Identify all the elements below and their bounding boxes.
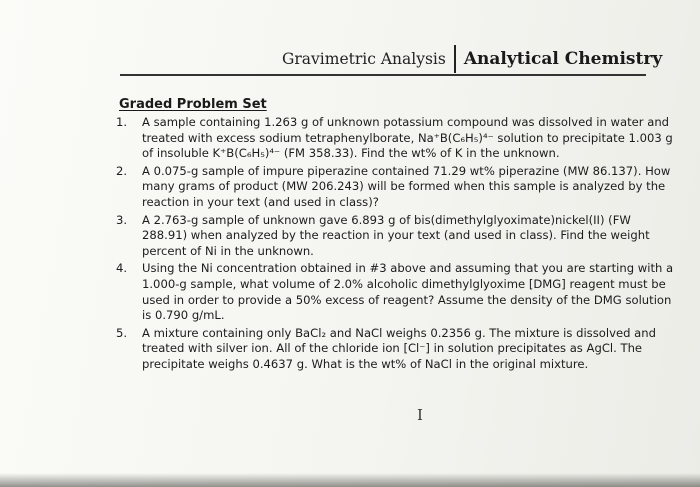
problem-text: A sample containing 1.263 g of unknown potassium compound was dissolved in water and treated with excess sodium tetraphenylborate, Na⁺B(C₆H₅)⁴⁻ solution to precipitate 1.003 g of insoluble K⁺B(C₆H₅)⁴⁻ (FM 358.33). Find the wt% of K in the unknown. <box>142 115 673 161</box>
section-title: Graded Problem Set <box>119 97 267 112</box>
problem-item <box>116 326 676 373</box>
problem-item <box>116 261 676 323</box>
text-cursor-icon: I <box>417 406 423 424</box>
problem-number: 4. <box>116 261 128 276</box>
problem-item <box>116 213 676 260</box>
problem-number: 1. <box>116 115 128 129</box>
page-bottom-shadow <box>0 473 700 487</box>
header-topic: Gravimetric Analysis <box>282 50 446 68</box>
header-divider <box>454 45 456 73</box>
problem-text: A 0.075-g sample of impure piperazine contained 71.29 wt% piperazine (MW 86.137). How many grams of product (MW 206.243) will be formed when this sample is analyzed by the reaction in your text (and used in class)? <box>142 163 671 209</box>
problem-number: 5. <box>116 325 128 340</box>
problem-number: 2. <box>116 163 128 178</box>
problem-text: A 2.763-g sample of unknown gave 6.893 g of bis(dimethylglyoximate)nickel(II) (FW 288.91) when analyzed by the reaction in your text (and used in class). Find the weight percent of Ni in the unknown. <box>142 212 650 258</box>
problem-number: 3. <box>116 212 128 227</box>
problem-item <box>116 115 676 162</box>
page-header <box>282 44 662 74</box>
header-rule <box>120 74 646 76</box>
header-course: Analytical Chemistry <box>463 49 663 69</box>
problem-text: A mixture containing only BaCl₂ and NaCl weighs 0.2356 g. The mixture is dissolved and treated with silver ion. All of the chloride ion [Cl⁻] in solution precipitates as AgCl. The precipitate weighs 0.4637 g. What is the wt% of NaCl in the original mixture. <box>142 325 656 371</box>
problem-list <box>116 115 676 373</box>
problem-item <box>116 164 676 211</box>
problem-text: Using the Ni concentration obtained in #3 above and assuming that you are starting with a 1.000-g sample, what volume of 2.0% alcoholic dimethylglyoxime [DMG] reagent must be used in order to provide a 50% excess of reagent? Assume the density of the DMG solution is 0.790 g/mL. <box>142 261 674 323</box>
